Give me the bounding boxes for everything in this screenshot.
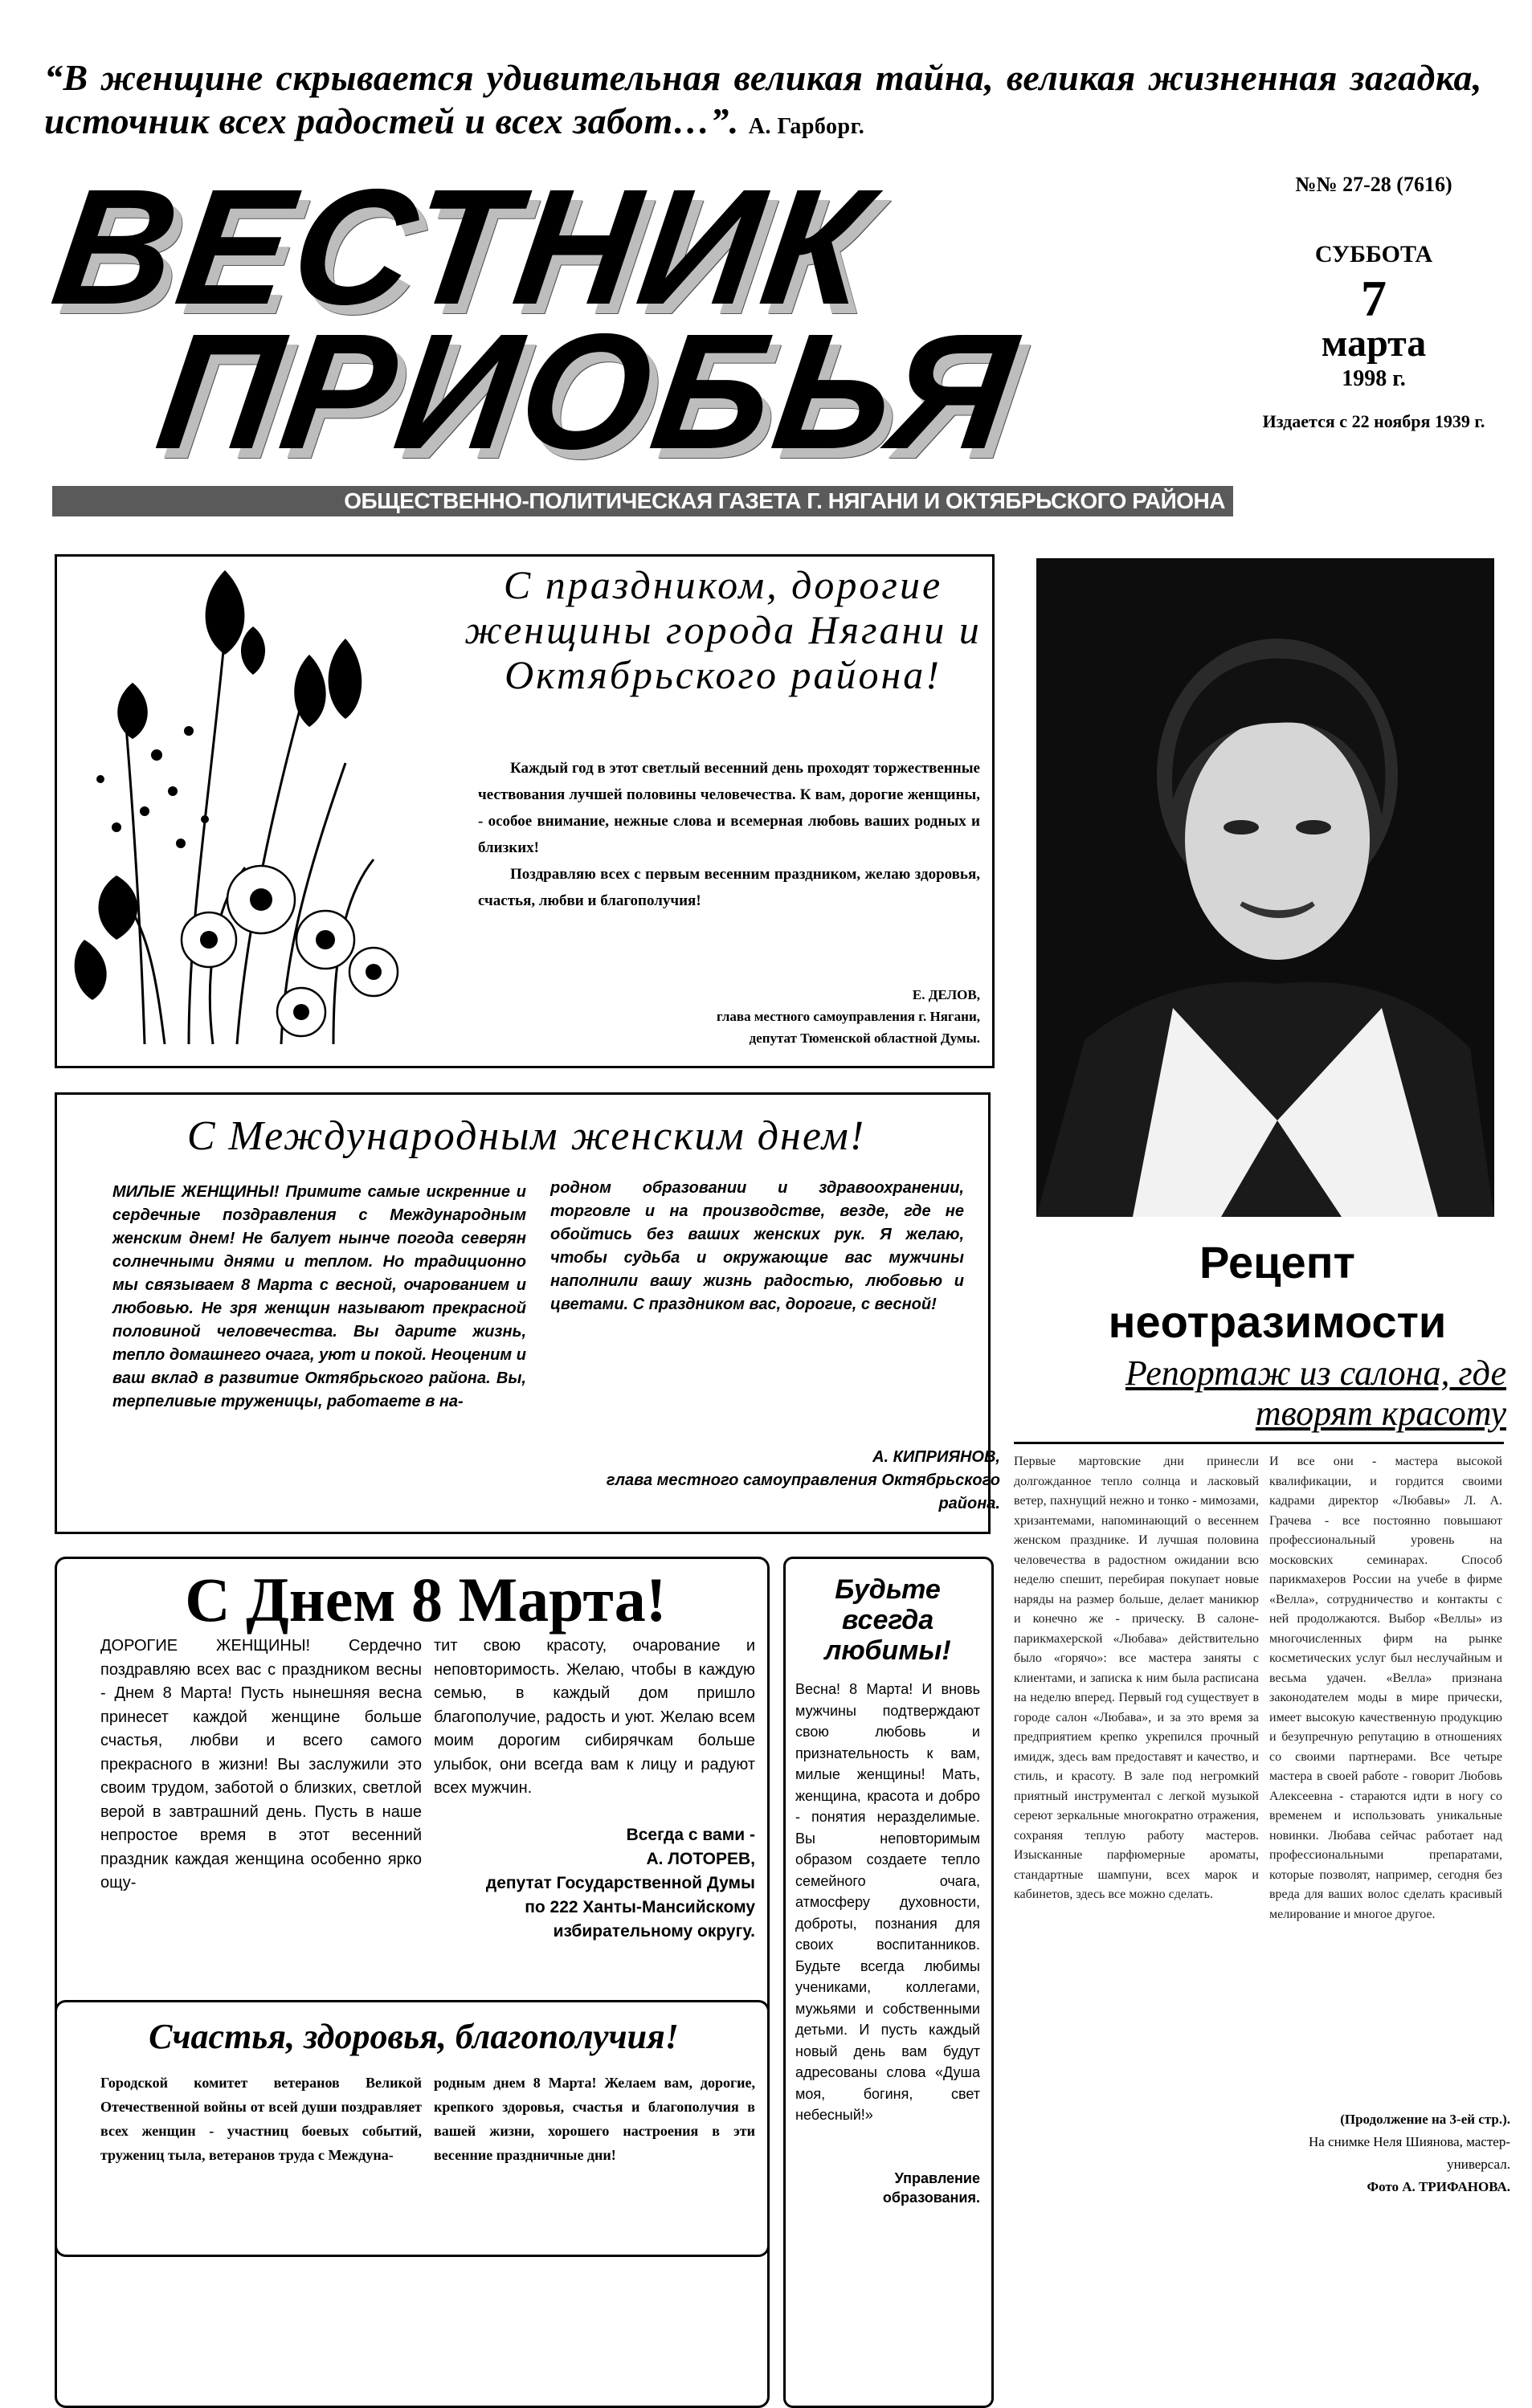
recipe-subheadline: Репортаж из салона, где творят красоту [1125,1353,1506,1433]
intl-sign-role: глава местного самоуправления Октябрьского района. [606,1471,1000,1512]
issue-info [1253,173,1494,432]
epigraph-quote: “В женщине скрывается удивительная великая тайна, великая жизненная загадка, источник всех радостей и всех забот…”. [44,57,1482,141]
greeting-title: С праздником, дорогие женщины города Нягани и Октябрьского района! [464,562,982,697]
issue-month: марта [1321,322,1427,365]
recipe-caption-block [1269,2108,1510,2198]
issue-weekday: СУББОТА [1314,241,1433,267]
greeting-sign-role-1: глава местного самоуправления г. Нягани, [717,1009,980,1024]
march8-title: С Днем 8 Марта! [185,1565,667,1635]
masthead-subtitle: ОБЩЕСТВЕННО-ПОЛИТИЧЕСКАЯ ГАЗЕТА Г. НЯГАНИ И ОКТЯБРЬСКОГО РАЙОНА [52,486,1233,516]
epigraph-author: А. Гарборг. [748,114,865,139]
masthead-title-line1: ВЕСТНИК [43,155,884,339]
march8-sign-line-4: по 222 Ханты-Мансийскому избирательному округу. [525,1898,755,1941]
intl-column-2: родном образовании и здравоохранении, торговле и на производстве, везде, где не обойтись без ваших женских рук. Я желаю, чтобы судьба и окружающие вас мужчины наполнили вашу жизнь радостью, любовью и цветами. С праздником вас, дорогие, с весной! [550,1179,964,1313]
recipe-rule [1014,1442,1504,1444]
veterans-title: Счастья, здоровья, благополучия! [149,2017,679,2056]
intl-sign-name: А. КИПРИЯНОВ, [872,1448,1000,1466]
greeting-paragraph-2: Поздравляю всех с первым весенним праздником, желаю здоровья, счастья, любви и благополучия! [478,866,980,909]
issue-since: Издается с 22 ноября 1939 г. [1262,411,1485,431]
portrait-photo [1036,558,1494,1217]
be-loved-sign-line-1: Управление [894,2170,980,2186]
veterans-column-2: родным днем 8 Марта! Желаем вам, дорогие, крепкого здоровья, счастья и благополучия в вашей жизни, хорошего настроения в эти весенние праздничные дни! [434,2075,755,2163]
be-loved-text: Весна! 8 Марта! И вновь мужчины подтверждают свою любовь и признательность к вам, милые женщины! Мать, женщина, красота и добро - понятия неразделимые. Вы неповторимым образом создаете тепло семейного очага, атмосферу духовности, доброты, познания для своих воспитанников. Будьте всегда любимы учениками, коллегами, мужьями и собственными детьми. И пусть каждый новый день вам будут адресованы слова «Душа моя, богиня, свет небесный!» [795,1681,980,2123]
epigraph [44,56,1482,149]
greeting-sign-name: Е. ДЕЛОВ, [912,987,980,1002]
march8-sign-line-2: А. ЛОТОРЕВ, [646,1850,755,1868]
intl-title: С Международным женским днем! [186,1113,866,1159]
recipe-continued: (Продолжение на 3-ей стр.). [1340,2112,1510,2127]
recipe-column-2-text: И все они - мастера высокой квалификации, и гордится своими кадрами директор «Любавы» Л. А. Грачева - все постоянно повышают профессиональный уровень на московских семинарах. Способ парикмахеров России на учебе в фирме «Велла», сотрудничество и контакты с ней продолжаются. Выбор «Веллы» из многочисленных фирм на рынке косметических услуг был неслучайным и весьма удачен. «Велла» признана законодателем моды в мире прически, имеет высокую качественную продукцию и безупречную репутацию в отношениях со своими партнерами. Все четыре мастера в своей работе - говорит Любовь Алексеевна - стараются идти в ногу со временем и использовать уникальные новинки. Любава сейчас работает над профессиональными препаратами, которые позволят, например, сегодня без вреда для ваших волос сделать красивый мелирование и многое другое. [1269,1455,1502,1921]
greeting-paragraph-1: Каждый год в этот светлый весенний день проходят торжественные чествования лучшей половины человечества. К вам, дорогие женщины, - особое внимание, нежные слова и всемерная любовь ваших родных и близких! [478,760,980,856]
march8-sign-line-1: Всегда с вами - [626,1826,755,1844]
greeting-sign-role-2: депутат Тюменской областной Думы. [749,1031,980,1046]
flowers-illustration [68,562,438,1052]
recipe-photo-caption: На снимке Неля Шиянова, мастер-универсал. [1309,2134,1510,2172]
march8-sign-line-3: депутат Государственной Думы [485,1874,755,1892]
portrait-image [1036,558,1494,1217]
issue-year: 1998 г. [1342,366,1406,391]
recipe-headline: Рецепт неотразимости [1108,1237,1447,1347]
be-loved-title: Будьте всегда любимы! [824,1574,951,1666]
march8-column-2: тит свою красоту, очарование и неповторимость. Желаю, чтобы в каждую семью, в каждый дом пришло благополучие, радость и уют. Желаю всем моим дорогим сибирячкам больше улыбок, они всегда вам к лицу и радуют всех мужчин. [434,1637,755,1797]
issue-number: №№ 27-28 (7616) [1295,173,1452,196]
greeting-text [478,755,980,914]
be-loved-signature [795,2169,980,2207]
march8-signature [434,1823,755,1944]
recipe-column-2 [1269,1452,1502,1924]
veterans-column-1: Городской комитет ветеранов Великой Отечественной войны от всей души поздравляет всех женщин - участниц боевых событий, тружениц тыла, ветеранов труда с Междуна- [100,2075,422,2163]
issue-day: 7 [1361,270,1387,327]
masthead-title-line2: ПРИОБЬЯ [147,300,1030,484]
be-loved-sign-line-2: образования. [882,2190,980,2206]
intl-signature [550,1446,1000,1516]
intl-column-1: МИЛЫЕ ЖЕНЩИНЫ! Примите самые искренние и сердечные поздравления с Международным женским днем! Не балует нынче погода северян солнечными днями и теплом. Но традиционно мы связываем 8 Марта с весной, очарованием и любовью. Не зря женщин называют прекрасной половиной человечества. Вы дарите жизнь, тепло домашнего очага, уют и покой. Неоценим и ваш вклад в развитие Октябрьского района. Вы, терпеливые труженицы, работаете в на- [112,1183,526,1410]
march8-column-1: ДОРОГИЕ ЖЕНЩИНЫ! Сердечно поздравляю всех вас с праздником весны - Днем 8 Марта! Пусть нынешняя весна принесет каждой женщине больше счастья, любви и всего самого прекрасного в жизни! Вы заслужили это своим трудом, заботой о близких, светлой верой в завтрашний день. Пусть в наше непростое время в этот весенний праздник каждая женщина особенно ярко ощу- [100,1637,422,1892]
recipe-column-1: Первые мартовские дни принесли долгожданное тепло солнца и ласковый ветер, пахнущий нежно и тонко - мимозами, хризантемами, напоминающий о весеннем женском празднике. И лучшая половина человечества в радостном ожидании всю неделю спешит, перебирая покупает новые наряды на размер больше, делает маникюр и конечно же - прическу. В салоне-парикмахерской «Любава» действительно было «горячо»: все мастера заняты с клиентами, и записка к ним была расписана на неделю вперед. Первый год существует в городе салон «Любава», и за это время за предприятием крепко укрепился прочный имидж, здесь вам предоставят и качество, и стиль, и красоту. В зале под негромкий приятный инструментал с легкой музыкой сереют зеркальные многократно отражения, сохраняя теплую работу мастеров. Изысканные парфюмерные ароматы, стандартные шампуни, всех марок и кабинетов, здесь все можно сделать. [1014,1455,1259,1901]
recipe-photo-credit: Фото А. ТРИФАНОВА. [1367,2179,1510,2194]
greeting-signature [514,984,980,1049]
